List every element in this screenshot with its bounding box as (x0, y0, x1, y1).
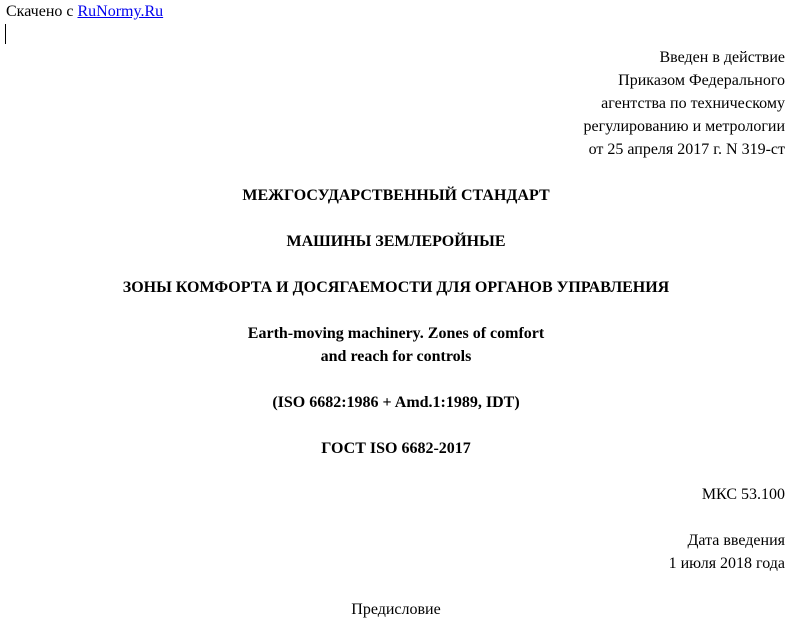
approval-line: агентства по техническому (601, 95, 785, 112)
subject-heading: МАШИНЫ ЗЕМЛЕРОЙНЫЕ (286, 233, 506, 250)
gost-designation: ГОСТ ISO 6682-2017 (321, 440, 471, 457)
classification-code: МКС 53.100 (701, 486, 785, 503)
approval-line: от 25 апреля 2017 г. N 319-ст (588, 141, 785, 158)
intro-date-label: Дата введения (687, 532, 785, 549)
source-prefix: Скачено с (6, 3, 78, 20)
approval-line: регулированию и метрологии (583, 118, 785, 135)
source-line (6, 0, 163, 23)
intro-date-value: 1 июля 2018 года (668, 555, 785, 572)
english-title-line-2: and reach for controls (320, 348, 472, 365)
english-title-line-1: Earth-moving machinery. Zones of comfort (247, 325, 545, 342)
title-heading: ЗОНЫ КОМФОРТА И ДОСЯГАЕМОСТИ ДЛЯ ОРГАНОВ УПРАВЛЕНИЯ (122, 279, 670, 296)
foreword-heading: Предисловие (351, 601, 441, 618)
text-cursor (5, 24, 6, 44)
iso-reference: (ISO 6682:1986 + Amd.1:1989, IDT) (272, 394, 520, 411)
approval-line: Приказом Федерального (618, 72, 785, 89)
approval-line: Введен в действие (659, 49, 785, 66)
standard-type-heading: МЕЖГОСУДАРСТВЕННЫЙ СТАНДАРТ (242, 187, 550, 204)
runormy-link[interactable]: RuNormy.Ru (77, 3, 164, 20)
approval-block (584, 46, 785, 161)
